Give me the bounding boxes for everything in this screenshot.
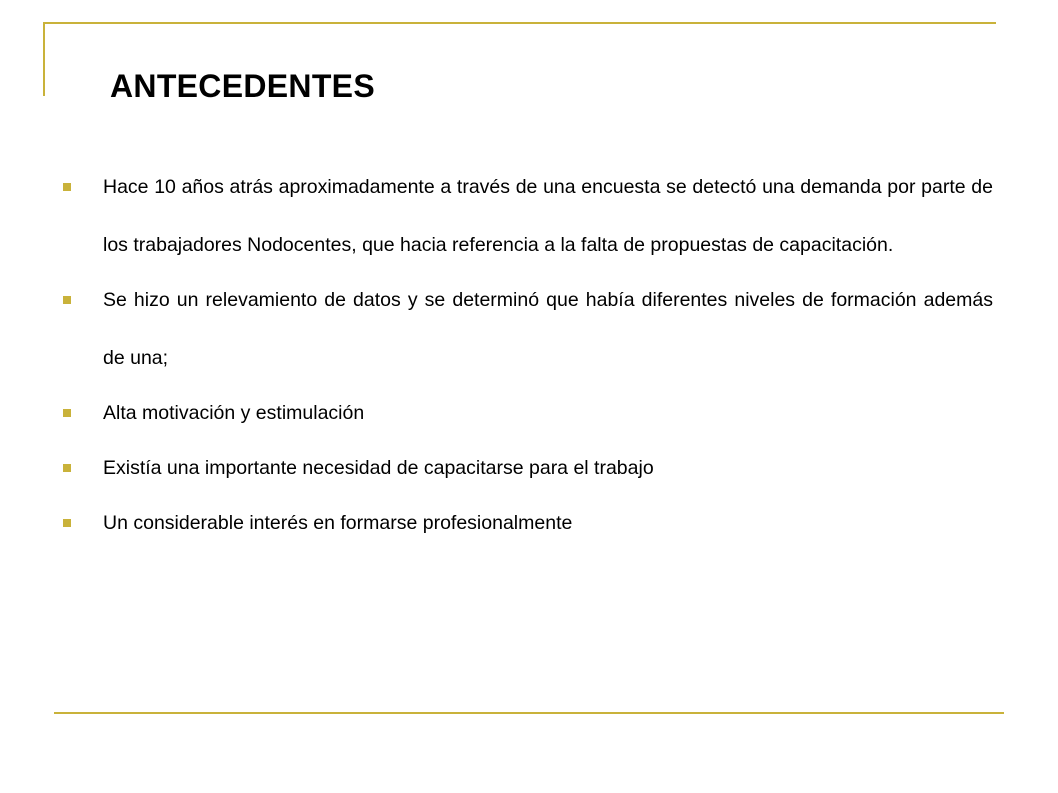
bullet-text: Existía una importante necesidad de capacitarse para el trabajo	[103, 457, 654, 479]
square-bullet-icon	[63, 296, 71, 304]
slide-title: ANTECEDENTES	[110, 68, 375, 104]
bullet-item	[63, 271, 993, 387]
bullet-item	[63, 439, 993, 497]
bullet-text: Se hizo un relevamiento de datos y se determinó que había diferentes niveles de formación además de una;	[103, 289, 993, 369]
square-bullet-icon	[63, 409, 71, 417]
bullet-text: Hace 10 años atrás aproximadamente a través de una encuesta se detectó una demanda por parte de los trabajadores Nodocentes, que hacia referencia a la falta de propuestas de capacitación.	[103, 176, 993, 256]
bullet-item	[63, 158, 993, 274]
square-bullet-icon	[63, 464, 71, 472]
bullet-list	[63, 172, 993, 552]
top-border-line	[45, 22, 996, 24]
bullet-item	[63, 494, 993, 552]
bullet-item	[63, 384, 993, 442]
bullet-text: Un considerable interés en formarse profesionalmente	[103, 512, 573, 534]
bottom-border-line	[54, 712, 1004, 714]
square-bullet-icon	[63, 183, 71, 191]
square-bullet-icon	[63, 519, 71, 527]
left-border-line	[43, 22, 45, 96]
bullet-text: Alta motivación y estimulación	[103, 402, 365, 424]
